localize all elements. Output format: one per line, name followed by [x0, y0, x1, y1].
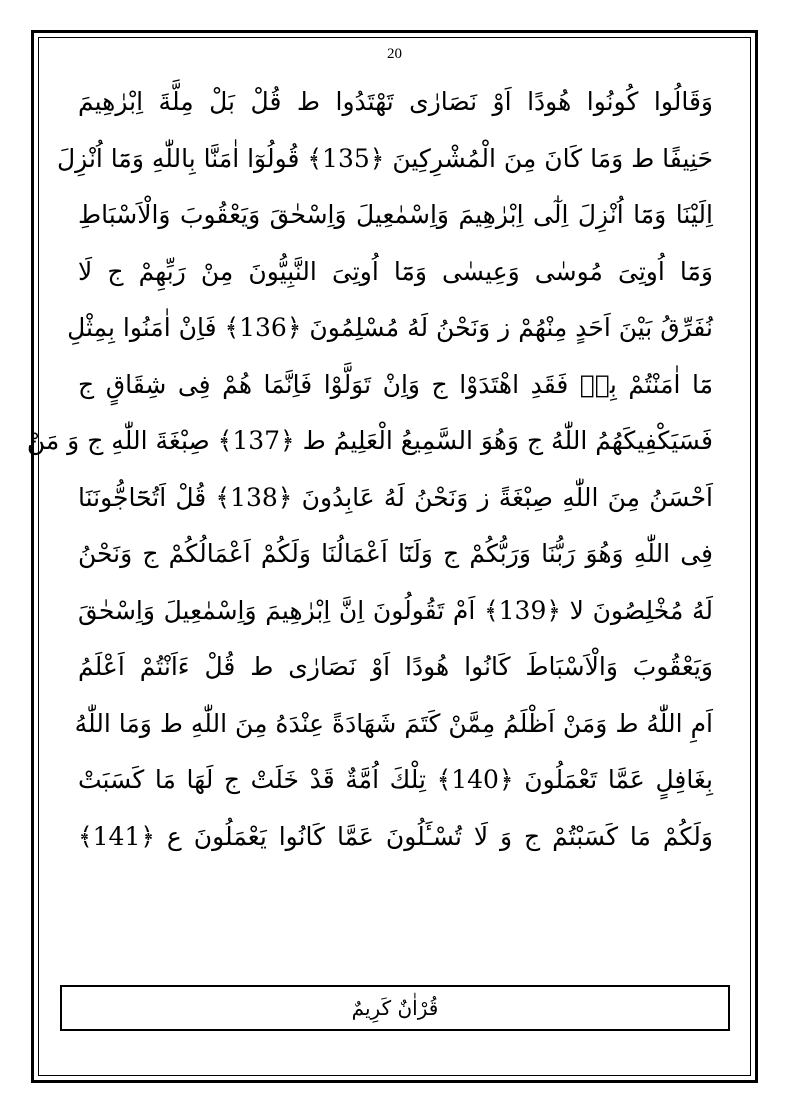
text-line: وَمَٓا اُوتِىَ مُوسٰى وَعِيسٰى وَمَٓا اُوتِىَ النَّبِيُّونَ مِنْ رَبِّهِمْ ج لَا	[78, 256, 713, 286]
text-line: لَهُ مُخْلِصُونَ لا ﴿139﴾ اَمْ تَقُولُونَ اِنَّ اِبْرٰهِيمَ وَاِسْمٰعِيلَ وَاِسْحٰقَ	[78, 595, 714, 625]
footer-box	[60, 985, 730, 1031]
text-line: حَنِيفًا ط وَمَا كَانَ مِنَ الْمُشْرِكِينَ ﴿135﴾ قُولُوٓا اٰمَنَّا بِاللّٰهِ وَمَٓا اُنْزِلَ	[57, 143, 713, 173]
quran-text-block	[26, 74, 714, 865]
text-line: اَمِ اللّٰهُ ط وَمَنْ اَظْلَمُ مِمَّنْ كَتَمَ شَهَادَةً عِنْدَهُ مِنَ اللّٰهِ ط وَمَا اللّٰهُ	[74, 708, 713, 738]
footer-title: قُرْاٰنٌ كَرِيمٌ	[351, 996, 439, 1020]
text-line: بِغَافِلٍ عَمَّا تَعْمَلُونَ ﴿140﴾ تِلْكَ اُمَّةٌ قَدْ خَلَتْ ج لَهَا مَا كَسَبَتْ	[78, 765, 713, 794]
text-line: اَحْسَنُ مِنَ اللّٰهِ صِبْغَةً ز وَنَحْنُ لَهُ عَابِدُونَ ﴿138﴾ قُلْ اَتُحَٓاجُّونَنَا	[78, 482, 713, 512]
text-line: فَسَيَكْفِيكَهُمُ اللّٰهُ ج وَهُوَ السَّمِيعُ الْعَلِيمُ ط ﴿137﴾ صِبْغَةَ اللّٰهِ ج وَ مَنْ	[26, 426, 713, 455]
text-line: مَٓا اٰمَنْتُمْ بِهٖ فَقَدِ اهْتَدَوْا ج وَاِنْ تَوَلَّوْا فَاِنَّمَا هُمْ فِى شِقَاقٍ ج	[78, 369, 713, 399]
text-line: نُفَرِّقُ بَيْنَ اَحَدٍ مِنْهُمْ ز وَنَحْنُ لَهُ مُسْلِمُونَ ﴿136﴾ فَاِنْ اٰمَنُوا بِمِثْلِ	[67, 313, 713, 342]
page-number: 20	[387, 46, 402, 62]
text-line: فِى اللّٰهِ وَهُوَ رَبُّنَا وَرَبُّكُمْ ج وَلَنَٓا اَعْمَالُنَا وَلَكُمْ اَعْمَالُكُمْ ج وَنَحْنُ	[78, 539, 713, 568]
text-line: وَيَعْقُوبَ وَالْاَسْبَاطَ كَانُوا هُودًا اَوْ نَصَارٰى ط قُلْ ءَاَنْتُمْ اَعْلَمُ	[78, 652, 713, 681]
text-line: اِلَيْنَا وَمَٓا اُنْزِلَ اِلٰٓى اِبْرٰهِيمَ وَاِسْمٰعِيلَ وَاِسْحٰقَ وَيَعْقُوبَ وَالْاَسْبَاطِ	[78, 200, 713, 229]
text-line: وَقَالُوا كُونُوا هُودًا اَوْ نَصَارٰى تَهْتَدُوا ط قُلْ بَلْ مِلَّةَ اِبْرٰهِيمَ	[78, 87, 713, 116]
text-line: وَلَكُمْ مَا كَسَبْتُمْ ج وَ لَا تُسْـَٔلُونَ عَمَّا كَانُوا يَعْمَلُونَ ع ﴿141﴾	[78, 821, 713, 851]
